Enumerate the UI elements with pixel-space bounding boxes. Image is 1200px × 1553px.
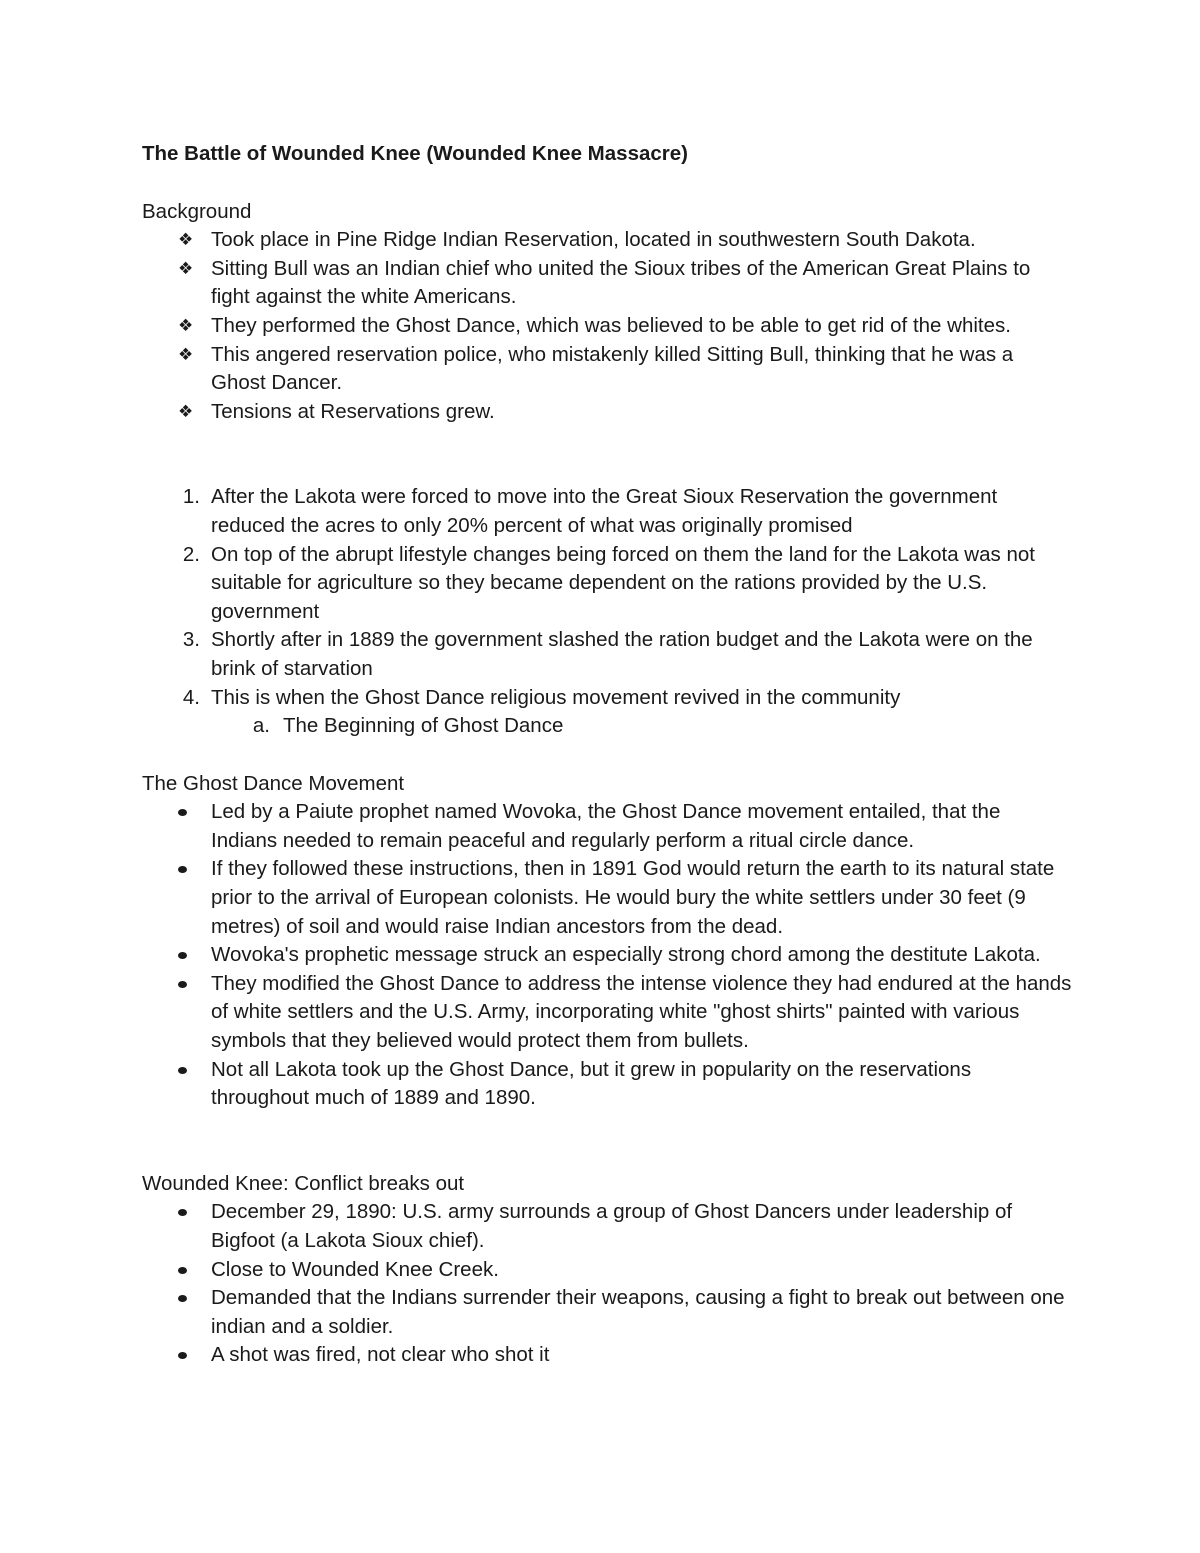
list-item-text: If they followed these instructions, then in 1891 God would return the earth to its natural state prior to the arrival of European colonists. He would bury the white settlers under 30 feet (9 metres) of soil and would raise Indian ancestors from the dead. — [211, 857, 1055, 938]
list-item-text: This is when the Ghost Dance religious movement revived in the community — [211, 685, 901, 709]
list-item — [142, 855, 1072, 941]
list-item — [142, 941, 1072, 970]
list-item — [142, 1056, 1072, 1113]
list-item-text: Tensions at Reservations grew. — [211, 399, 495, 423]
bullet-icon — [178, 1067, 190, 1075]
list-item-text: Close to Wounded Knee Creek. — [211, 1257, 499, 1281]
list-item — [142, 398, 1072, 427]
list-item — [142, 1284, 1072, 1341]
bullet-icon — [178, 1209, 190, 1217]
list-item — [142, 226, 1072, 255]
list-item-text: December 29, 1890: U.S. army surrounds a group of Ghost Dancers under leadership of Bigfoot (a Lakota Sioux chief). — [211, 1200, 1013, 1252]
bullet-icon — [178, 809, 190, 817]
list-item — [142, 798, 1072, 855]
list-item-text: The Beginning of Ghost Dance — [283, 714, 564, 738]
spacer — [142, 426, 1072, 483]
diamond-bullet-icon: ❖ — [178, 230, 194, 250]
list-item-text: Not all Lakota took up the Ghost Dance, but it grew in popularity on the reservations throughout much of 1889 and 1890. — [211, 1057, 972, 1110]
ghost-dance-list — [142, 798, 1072, 1113]
list-item — [142, 341, 1072, 398]
list-item — [142, 970, 1072, 1056]
conflict-list — [142, 1198, 1072, 1370]
diamond-bullet-icon: ❖ — [178, 315, 194, 335]
spacer — [142, 741, 1072, 770]
list-item — [142, 1256, 1072, 1285]
list-item — [142, 541, 1072, 627]
list-item-text: Took place in Pine Ridge Indian Reservation, located in southwestern South Dakota. — [211, 228, 976, 252]
list-item-text: Led by a Paiute prophet named Wovoka, the Ghost Dance movement entailed, that the Indians needed to remain peaceful and regularly perform a ritual circle dance. — [211, 800, 1001, 852]
list-item-text: Sitting Bull was an Indian chief who united the Sioux tribes of the American Great Plains to fight against the white Americans. — [211, 256, 1031, 309]
bullet-icon — [178, 866, 190, 874]
list-item-text: They performed the Ghost Dance, which was believed to be able to get rid of the whites. — [211, 313, 1011, 337]
list-item-text: They modified the Ghost Dance to address the intense violence they had endured at the hands of white settlers and the U.S. Army, incorporating white "ghost shirts" painted with various symbols that they believed would protect them from bullets. — [211, 971, 1072, 1053]
bullet-icon — [178, 1267, 190, 1275]
background-list — [142, 226, 1072, 426]
bullet-icon — [178, 1295, 190, 1303]
list-letter: a. — [252, 714, 270, 738]
ghost-dance-heading: The Ghost Dance Movement — [142, 771, 405, 795]
list-item-text: Shortly after in 1889 the government slashed the ration budget and the Lakota were on the brink of starvation — [211, 628, 1033, 680]
list-item-text: A shot was fired, not clear who shot it — [211, 1343, 550, 1367]
list-number: 2. — [182, 542, 200, 566]
conflict-heading: Wounded Knee: Conflict breaks out — [142, 1171, 465, 1195]
list-item — [142, 712, 1072, 741]
list-item — [142, 1198, 1072, 1255]
list-number: 1. — [182, 485, 200, 509]
document-page — [142, 140, 1072, 1370]
list-item — [142, 1341, 1072, 1370]
diamond-bullet-icon: ❖ — [178, 258, 194, 278]
list-item — [142, 626, 1072, 683]
diamond-bullet-icon: ❖ — [178, 344, 194, 364]
bullet-icon — [178, 1352, 190, 1360]
background-heading: Background — [142, 199, 252, 223]
bullet-icon — [178, 981, 190, 989]
spacer — [142, 1113, 1072, 1170]
numbered-list — [142, 483, 1072, 712]
list-item — [142, 684, 1072, 713]
list-number: 4. — [182, 685, 200, 709]
list-item — [142, 255, 1072, 312]
list-item-text: On top of the abrupt lifestyle changes being forced on them the land for the Lakota was not suitable for agriculture so they became dependent on the rations provided by the U.S. government — [211, 542, 1035, 623]
list-item-text: After the Lakota were forced to move into the Great Sioux Reservation the government reduced the acres to only 20% percent of what was originally promised — [211, 485, 998, 537]
list-item-text: Demanded that the Indians surrender their weapons, causing a fight to break out between one indian and a soldier. — [211, 1286, 1065, 1338]
list-number: 3. — [182, 628, 200, 652]
list-item — [142, 312, 1072, 341]
diamond-bullet-icon: ❖ — [178, 401, 194, 421]
list-item-text: Wovoka's prophetic message struck an especially strong chord among the destitute Lakota. — [211, 943, 1041, 967]
bullet-icon — [178, 952, 190, 960]
list-item-text: This angered reservation police, who mistakenly killed Sitting Bull, thinking that he was a Ghost Dancer. — [211, 342, 1014, 395]
list-item — [142, 483, 1072, 540]
document-title: The Battle of Wounded Knee (Wounded Knee Massacre) — [142, 142, 688, 165]
nested-list — [142, 712, 1072, 741]
